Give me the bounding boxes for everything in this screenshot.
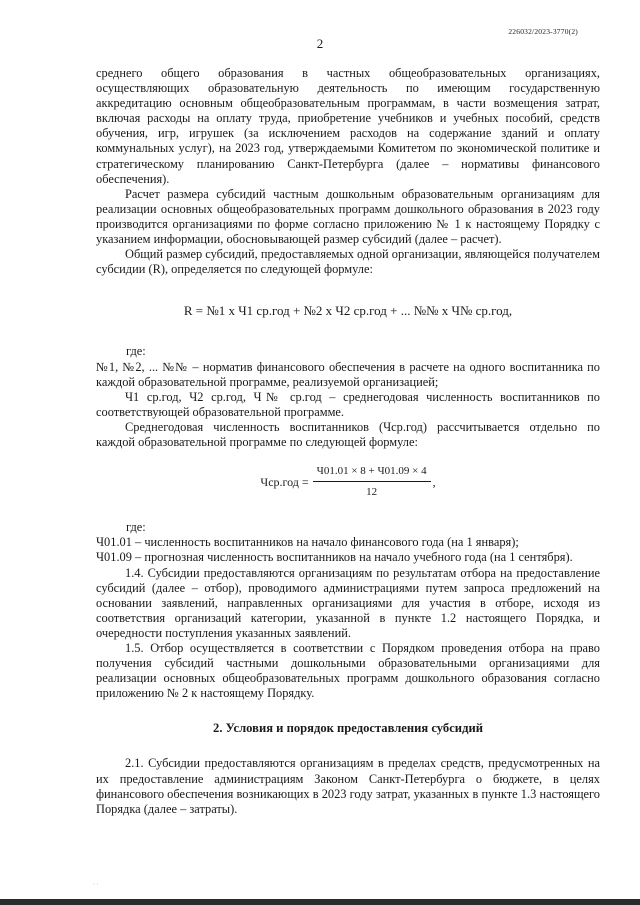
- paragraph: 1.4. Субсидии предоставляются организациям по результатам отбора на предоставление субсидий (далее – отбор), проводимого администрациями путем запроса предложений на основании заявлений, направленных организациями для участия в отборе, исходя из соответствия организаций категории, указанной в пункте 1.2 настоящего Порядка, и очередности поступления указанных заявлений.: [96, 565, 600, 640]
- paragraph: среднего общего образования в частных общеобразовательных организациях, осуществляющих образовательную деятельность по имеющим государственную аккредитацию основным общеобразовательным программам, в части возмещения затрат, включая расходы на оплату труда, приобретение учебников и учебных пособий, средств обучения, игр, игрушек (за исключением расходов на содержание зданий и оплату коммунальных услуг), на 2023 год, утверждаемыми Комитетом по экономической политике и стратегическому планированию Санкт-Петербурга (далее – нормативы финансового обеспечения).: [96, 66, 600, 186]
- paragraph: №1, №2, ... №№ – норматив финансового обеспечения в расчете на одного воспитанника по каждой образовательной программе, реализуемой организацией;: [96, 359, 600, 389]
- page-number: 2: [316, 36, 324, 51]
- paragraph: Ч01.09 – прогнозная численность воспитанников на начало учебного года (на 1 сентября).: [96, 550, 573, 565]
- where-label: где:: [126, 520, 146, 535]
- formula-lhs: Чср.год =: [260, 474, 309, 489]
- section-heading: 2. Условия и порядок предоставления субсидий: [213, 721, 483, 736]
- paragraph: 1.5. Отбор осуществляется в соответствии с Порядком проведения отбора на право получения субсидий частными дошкольными образовательными организациями для реализации основных общеобразовательных программ дошкольного образования согласно приложению № 2 к настоящему Порядку.: [96, 641, 600, 701]
- paragraph: Ч1 ср.год, Ч2 ср.год, Ч№ ср.год – среднегодовая численность воспитанников по соответствующей образовательной программе.: [96, 389, 600, 419]
- paragraph: 2.1. Субсидии предоставляются организациям в пределах средств, предусмотренных на их предоставление администрациям Законом Санкт-Петербурга о бюджете, в целях финансового обеспечения возникающих в 2023 году затрат, указанных в пункте 1.3 настоящего Порядка (далее – затраты).: [96, 756, 600, 816]
- paragraph: Ч01.01 – численность воспитанников на начало финансового года (на 1 января);: [96, 535, 519, 550]
- where-label: где:: [126, 344, 146, 359]
- formula-tail: ,: [432, 474, 436, 489]
- fraction-denominator: 12: [366, 486, 378, 499]
- formula-average-count: [96, 464, 600, 500]
- scan-edge-divider: [0, 899, 640, 905]
- paragraph: Общий размер субсидий, предоставляемых одной организации, являющейся получателем субсидии (R), определяется по следующей формуле:: [96, 247, 600, 277]
- scan-mark: · ·: [93, 882, 99, 888]
- document-number: 226032/2023-3770(2): [508, 27, 578, 36]
- fraction-numerator: Ч01.01 × 8 + Ч01.09 × 4: [313, 464, 431, 482]
- document-body: [96, 66, 600, 817]
- paragraph: Среднегодовая численность воспитанников (Чср.год) рассчитывается отдельно по каждой образовательной программе по следующей формуле:: [96, 419, 600, 449]
- formula-total-subsidy: R = №1 x Ч1 ср.год + №2 x Ч2 ср.год + ... №№ x Ч№ ср.год,: [183, 303, 513, 319]
- fraction: [313, 464, 431, 500]
- paragraph: Расчет размера субсидий частным дошкольным образовательным организациям для реализации основных общеобразовательных программ дошкольного образования в 2023 году производится организациями по форме согласно приложению № 1 к настоящему Порядку с указанием информации, обосновывающей размер субсидий (далее – расчет).: [96, 186, 600, 247]
